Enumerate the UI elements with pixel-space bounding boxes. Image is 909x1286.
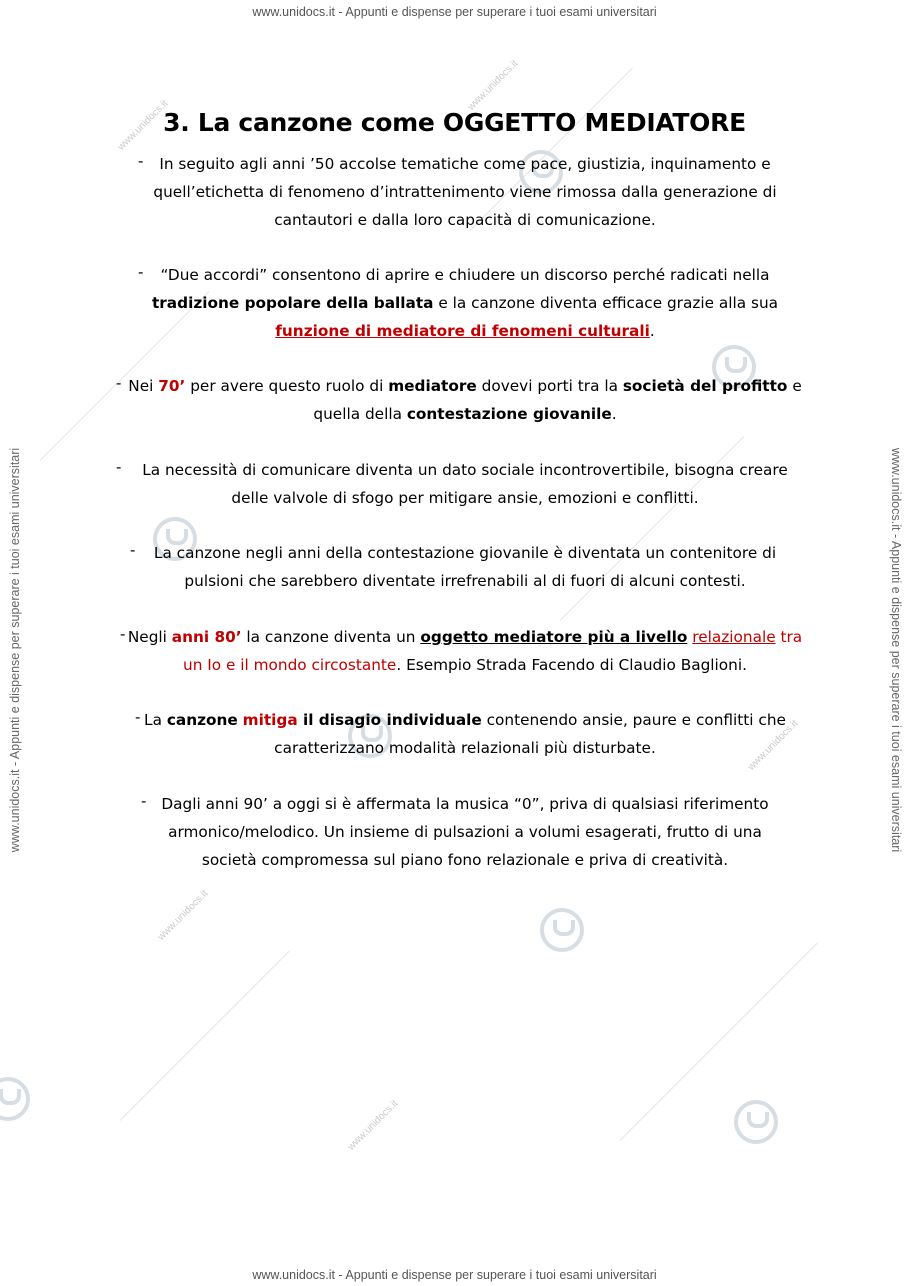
watermark-diagonal: www.unidocs.it bbox=[745, 718, 801, 773]
watermark-diagonal: www.unidocs.it bbox=[155, 888, 211, 943]
section-title: 3. La canzone come OGGETTO MEDIATORE bbox=[163, 108, 746, 137]
bullet-dash: - bbox=[130, 541, 136, 559]
bullet-dash: - bbox=[116, 458, 122, 476]
unidocs-logo-watermark bbox=[540, 908, 584, 952]
watermark-line bbox=[620, 942, 819, 1141]
paragraph-8: Dagli anni 90’ a oggi si è affermata la musica “0”, priva di qualsiasi riferimento armonico/melodico. Un insieme di pulsazioni a volumi esagerati, frutto di una società compromessa sul piano fono relazionale e priva di creatività. bbox=[161, 795, 769, 869]
watermark-left: www.unidocs.it - Appunti e dispense per superare i tuoi esami universitari bbox=[8, 447, 22, 853]
watermark-header: www.unidocs.it - Appunti e dispense per superare i tuoi esami universitari bbox=[252, 5, 657, 19]
watermark-diagonal: www.unidocs.it bbox=[345, 1098, 401, 1153]
highlight-mediator-function: funzione di mediatore di fenomeni culturali bbox=[275, 322, 650, 340]
paragraph-1: In seguito agli anni ’50 accolse tematiche come pace, giustizia, inquinamento e quell’etichetta di fenomeno d’intrattenimento viene rimossa dalla generazione di cantautori e dalla loro capacità di comunicazione. bbox=[153, 155, 777, 229]
bullet-dash: - bbox=[120, 625, 126, 643]
watermark-right: www.unidocs.it - Appunti e dispense per superare i tuoi esami universitari bbox=[889, 447, 903, 853]
paragraph-6: Negli anni 80’ la canzone diventa un oggetto mediatore più a livello relazionale tra un Io e il mondo circostante. Esempio Strada Facendo di Claudio Baglioni. bbox=[127, 628, 803, 674]
paragraph-5: La canzone negli anni della contestazione giovanile è diventata un contenitore di pulsioni che sarebbero diventate irrefrenabili al di fuori di alcuni contesti. bbox=[153, 544, 777, 590]
bullet-dash: - bbox=[138, 152, 144, 170]
unidocs-logo-watermark bbox=[734, 1100, 778, 1144]
watermark-line bbox=[120, 950, 290, 1120]
watermark-diagonal: www.unidocs.it bbox=[115, 98, 171, 153]
watermark-diagonal: www.unidocs.it bbox=[465, 58, 521, 113]
watermark-footer: www.unidocs.it - Appunti e dispense per superare i tuoi esami universitari bbox=[252, 1268, 657, 1282]
paragraph-7: La canzone mitiga il disagio individuale contenendo ansie, paure e conflitti che caratterizzano modalità relazionali più disturbate. bbox=[144, 711, 786, 757]
bullet-dash: - bbox=[135, 708, 141, 726]
unidocs-logo-watermark bbox=[0, 1077, 30, 1121]
paragraph-4: La necessità di comunicare diventa un dato sociale incontrovertibile, bisogna creare delle valvole di sfogo per mitigare ansie, emozioni e conflitti. bbox=[142, 461, 788, 507]
bullet-dash: - bbox=[138, 263, 144, 281]
paragraph-2: “Due accordi” consentono di aprire e chiudere un discorso perché radicati nella tradizione popolare della ballata e la canzone diventa efficace grazie alla sua funzione di mediatore di fenomeni culturali. bbox=[151, 266, 779, 340]
bullet-dash: - bbox=[116, 374, 122, 392]
paragraph-3: Nei 70’ per avere questo ruolo di mediatore dovevi porti tra la società del profitto e quella della contestazione giovanile. bbox=[128, 377, 802, 423]
bullet-dash: - bbox=[141, 792, 147, 810]
